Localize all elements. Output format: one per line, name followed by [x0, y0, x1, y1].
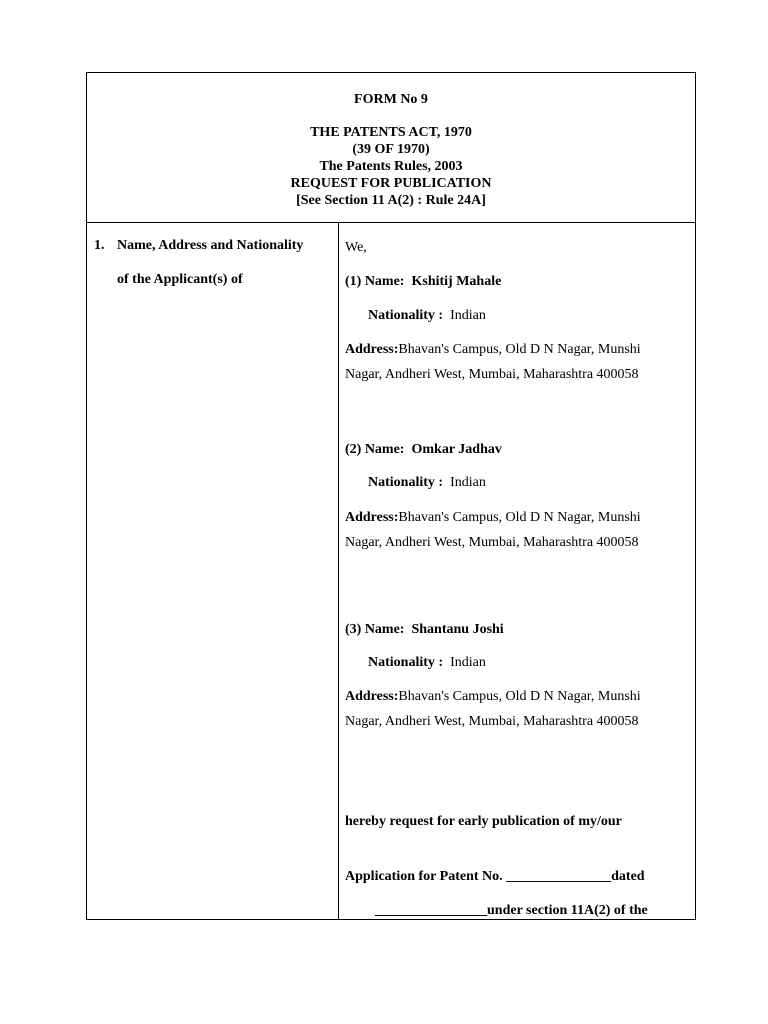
applicant-name-line — [345, 622, 504, 638]
nationality-line — [368, 308, 486, 324]
address-line-1 — [345, 689, 641, 705]
address-line-1 — [345, 342, 641, 358]
column-divider — [338, 222, 339, 920]
applicant-name: Kshitij Mahale — [411, 274, 502, 289]
address-value: Bhavan's Campus, Old D N Nagar, Munshi — [398, 342, 641, 357]
nationality-value: Indian — [450, 308, 486, 323]
address-label: Address: — [345, 689, 399, 704]
item-label-line-2: of the Applicant(s) of — [117, 272, 243, 287]
nationality-label: Nationality : — [368, 655, 444, 670]
address-line-1 — [345, 510, 641, 526]
nationality-line — [368, 655, 486, 671]
request-statement: hereby request for early publication of my/our — [345, 814, 622, 829]
address-line-2: Nagar, Andheri West, Mumbai, Maharashtra 400058 — [345, 367, 639, 382]
section-reference: [See Section 11 A(2) : Rule 24A] — [296, 193, 486, 208]
address-value: Bhavan's Campus, Old D N Nagar, Munshi — [398, 689, 641, 704]
name-label: (1) Name: — [345, 274, 405, 289]
name-label: (3) Name: — [345, 622, 405, 637]
nationality-value: Indian — [450, 655, 486, 670]
nationality-label: Nationality : — [368, 308, 444, 323]
act-number: (39 OF 1970) — [352, 142, 430, 157]
applicant-name-line — [345, 442, 502, 458]
address-label: Address: — [345, 342, 399, 357]
name-label: (2) Name: — [345, 442, 405, 457]
intro-text: We, — [345, 240, 367, 255]
item-number: 1. — [94, 238, 105, 253]
address-line-2: Nagar, Andheri West, Mumbai, Maharashtra 400058 — [345, 535, 639, 550]
applicant-name-line — [345, 274, 501, 290]
form-title: REQUEST FOR PUBLICATION — [290, 176, 492, 191]
nationality-line — [368, 475, 486, 491]
address-line-2: Nagar, Andheri West, Mumbai, Maharashtra 400058 — [345, 714, 639, 729]
form-9-document — [86, 72, 696, 920]
section-line: ________________under section 11A(2) of the — [375, 903, 648, 918]
applicant-name: Shantanu Joshi — [411, 622, 504, 637]
applicant-name: Omkar Jadhav — [411, 442, 502, 457]
item-label-line-1: Name, Address and Nationality — [117, 238, 304, 253]
rules-title: The Patents Rules, 2003 — [319, 159, 463, 174]
address-label: Address: — [345, 510, 399, 525]
act-title: THE PATENTS ACT, 1970 — [310, 125, 472, 140]
form-header — [87, 73, 695, 223]
nationality-value: Indian — [450, 475, 486, 490]
address-value: Bhavan's Campus, Old D N Nagar, Munshi — [398, 510, 641, 525]
application-number-line: Application for Patent No. _______________dated — [345, 869, 645, 884]
form-number: FORM No 9 — [354, 92, 428, 107]
nationality-label: Nationality : — [368, 475, 444, 490]
